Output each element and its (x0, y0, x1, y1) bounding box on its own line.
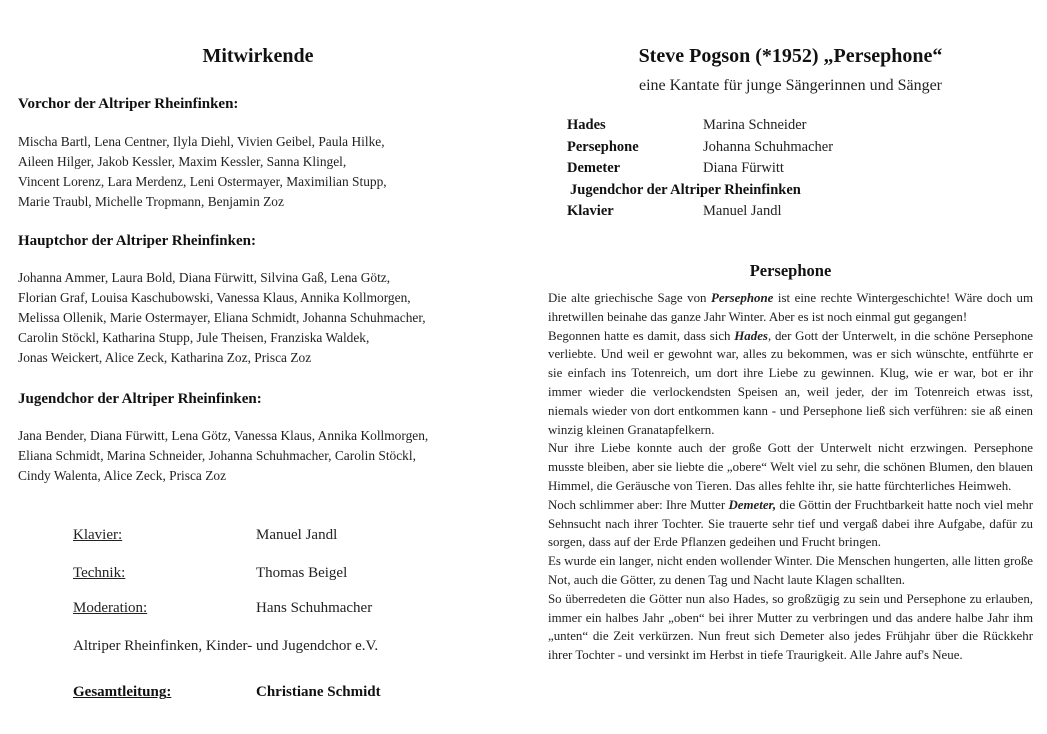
credit-technik (73, 565, 347, 582)
emphasis: Hades (734, 328, 768, 343)
story-text (548, 289, 1033, 665)
names-line: Melissa Ollenik, Marie Ostermayer, Eliana Schmidt, Johanna Schuhmacher, (18, 310, 426, 325)
credit-moderation (73, 600, 372, 617)
cast-name: Marina Schneider (703, 117, 807, 133)
credit-klavier (73, 527, 337, 544)
names-line: Jonas Weickert, Alice Zeck, Katharina Zoz, Prisca Zoz (18, 350, 312, 365)
text: Die alte griechische Sage von (548, 291, 712, 305)
credit-value: Christiane Schmidt (256, 684, 381, 700)
credit-label: Moderation: (73, 600, 148, 616)
names-line: Marie Traubl, Michelle Tropmann, Benjamin Zoz (18, 194, 284, 209)
cast-row (567, 117, 833, 139)
names-line: Cindy Walenta, Alice Zeck, Prisca Zoz (18, 468, 227, 483)
text: Begonnen hatte es damit, dass sich (548, 328, 735, 343)
cast-name: Diana Fürwitt (703, 160, 784, 177)
names-line: Aileen Hilger, Jakob Kessler, Maxim Kessler, Sanna Klingel, (18, 154, 347, 169)
emphasis: Demeter, (728, 497, 777, 512)
page-title-mitwirkende: Mitwirkende (202, 45, 314, 67)
credit-value: Hans Schuhmacher (256, 600, 373, 616)
credit-label-text: Moderation (73, 600, 143, 616)
names-vorchor (18, 132, 387, 212)
cast-role: Hades (567, 117, 606, 133)
credit-label: Technik: (73, 565, 126, 581)
text: ist eine rechte Wintergeschichte! Wäre doch um ihretwillen beinahe das ganze Jahr Winter. Aber es ist noch einmal gut gegangen! (548, 291, 1033, 324)
cast-row (567, 182, 833, 204)
story-paragraph: Es wurde ein langer, nicht enden wollender Winter. Die Menschen hungerten, alle litten große Not, auch die Götter, zu denen Tag und Nacht laute Klagen schallten. (548, 554, 1033, 587)
section-heading-vorchor: Vorchor der Altriper Rheinfinken: (18, 96, 239, 112)
story-paragraph: Nur ihre Liebe konnte auch der große Gott der Unterwelt nicht erzwingen. Persephone musste bleiben, aber sie liebte die „obere“ Welt viel zu sehr, die schönen Blumen, den blauen Himmel, die Geräusche von Tieren. Das alles fehlte ihr, sie hatte fürchterliches Heimweh. (548, 441, 1033, 493)
text: , der Gott der Unterwelt, in die schöne Persephone verliebte. Und weil er gewohnt war, alles zu bekommen, was er sich wünschte, entführte er sie einfach ins Totenreich, um dort ihre Liebe zu gewinnen. Klug, wie er war, bot er ihr immer wieder die verlockendsten Speisen an, weil jeder, der im Totenreich etwas isst, niemals wieder von dort entkommen kann - und Persephone ließ sich verführen: sie aß einen winzig kleinen Granatapfelkern. (548, 328, 1033, 437)
text: die Göttin der Fruchtbarkeit hatte noch viel mehr Sehnsucht nach ihrer Tochter. Sie trauerte sehr tief und vergaß dabei ihre Aufgabe, dafür zu sorgen, dass auf der Erde Pflanzen gedeihen und Frucht bringen. (548, 497, 1033, 550)
cast-row (567, 139, 833, 161)
story-paragraph (548, 327, 1033, 440)
credit-gesamtleitung (73, 684, 381, 701)
subtitle: eine Kantate für junge Sängerinnen und Sänger (638, 77, 942, 94)
credit-label-text: Gesamtleitung (73, 684, 167, 700)
section-heading-hauptchor: Hauptchor der Altriper Rheinfinken: (18, 233, 256, 249)
story-paragraph: So überredeten die Götter nun also Hades, so großzügig zu sein und Persephone zu erlauben, immer ein halbes Jahr „oben“ bei ihrer Mutter zu verbringen und das andere halbe Jahr ihm „unten“ die Zeit verkürzen. Nun freut sich Demeter also jedes Frühjahr über die Rückkehr ihrer Tochter - und versinkt im Herbst in tiefe Traurigkeit. Alle Jahre auf's Neue. (548, 591, 1033, 663)
cast-list (567, 117, 833, 225)
names-line: Carolin Stöckl, Katharina Stupp, Jule Theisen, Franziska Waldek, (18, 330, 370, 345)
names-hauptchor (18, 268, 426, 368)
section-heading-jugendchor: Jugendchor der Altriper Rheinfinken: (18, 391, 262, 407)
emphasis: Persephone (711, 291, 774, 305)
cast-role: Jugendchor der Altriper Rheinfinken (570, 181, 801, 198)
cast-role: Persephone (567, 138, 639, 155)
names-line: Jana Bender, Diana Fürwitt, Lena Götz, Vanessa Klaus, Annika Kollmorgen, (18, 428, 429, 443)
names-line: Vincent Lorenz, Lara Merdenz, Leni Ostermayer, Maximilian Stupp, (18, 174, 387, 189)
names-line: Eliana Schmidt, Marina Schneider, Johanna Schuhmacher, Carolin Stöckl, (18, 448, 416, 463)
credit-value: Thomas Beigel (256, 565, 348, 581)
story-heading: Persephone (749, 261, 832, 280)
cast-role: Klavier (567, 203, 614, 220)
names-line: Mischa Bartl, Lena Centner, Ilyla Diehl, Vivien Geibel, Paula Hilke, (18, 134, 385, 149)
names-jugendchor (18, 426, 428, 486)
story-paragraph (548, 289, 1033, 327)
story-paragraph (548, 496, 1033, 552)
cast-name: Johanna Schuhmacher (703, 138, 834, 155)
cast-role: Demeter (567, 160, 621, 177)
cast-row (567, 203, 833, 225)
names-line: Johanna Ammer, Laura Bold, Diana Fürwitt, Silvina Gaß, Lena Götz, (18, 270, 391, 285)
credit-organization: Altriper Rheinfinken, Kinder- und Jugendchor e.V. (73, 638, 379, 654)
credit-value: Manuel Jandl (256, 527, 338, 543)
text: Noch schlimmer aber: Ihre Mutter (548, 497, 729, 512)
cast-row (567, 160, 833, 182)
cast-name: Manuel Jandl (703, 203, 782, 220)
page-title-work: Steve Pogson (*1952) „Persephone“ (638, 45, 943, 67)
credit-label-text: Klavier (73, 527, 118, 543)
credit-label-text: Technik (73, 565, 122, 581)
credit-label: Gesamtleitung: (73, 684, 172, 700)
credit-label: Klavier: (73, 527, 123, 543)
names-line: Florian Graf, Louisa Kaschubowski, Vanessa Klaus, Annika Kollmorgen, (18, 290, 411, 305)
